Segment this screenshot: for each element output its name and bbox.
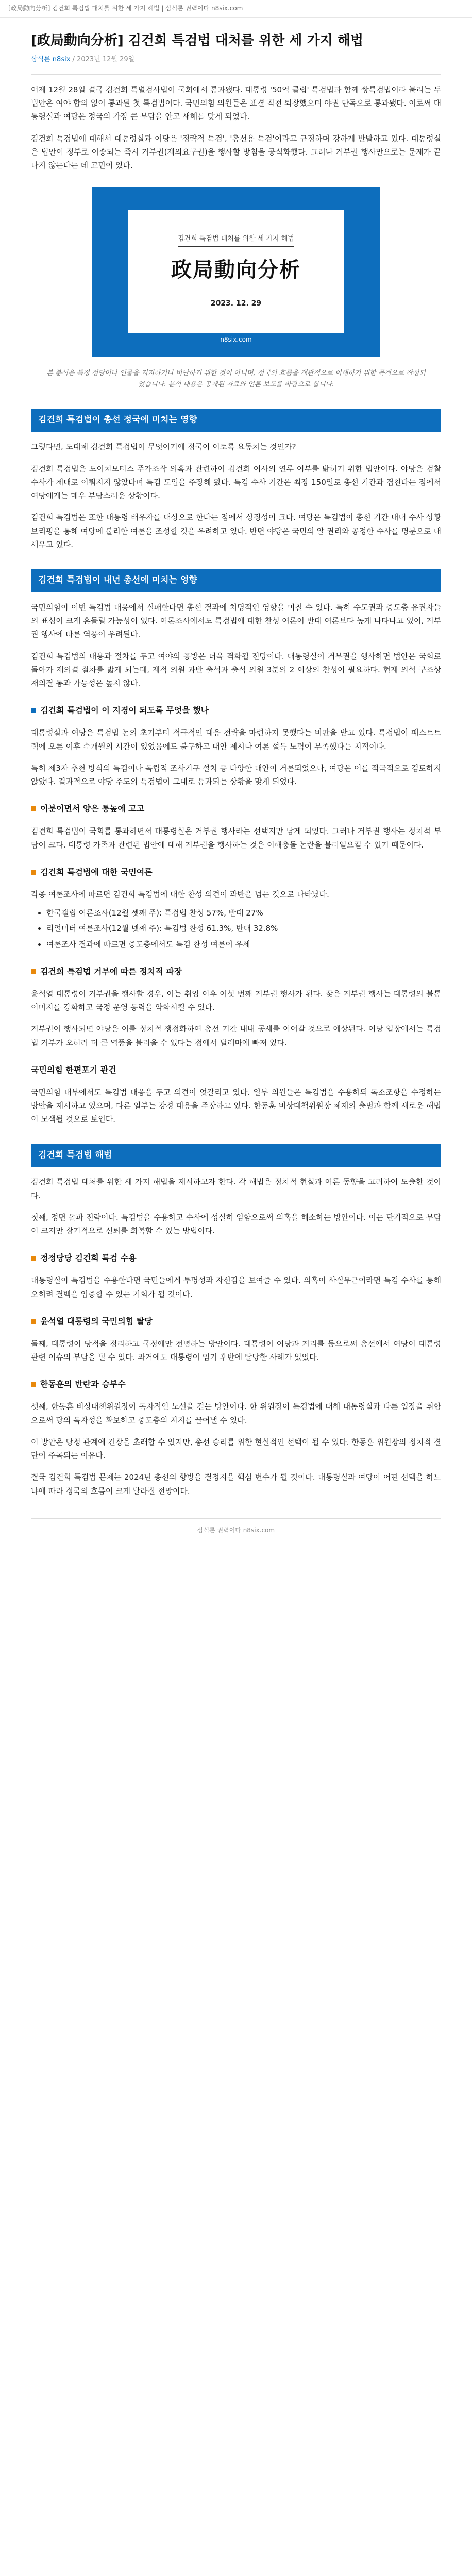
body-paragraph: 김건희 특검법 대처를 위한 세 가지 해법을 제시하고자 한다. 각 해법은 정치적 현실과 여론 동향을 고려하여 도출한 것이다.	[31, 1177, 441, 1200]
intro-paragraph: 어제 12월 28일 결국 김건희 특별검사법이 국회에서 통과됐다. 대통령 '50억 클럽' 특검법과 함께 쌍특검법이라 불리는 두 법안은 여야 합의 없이 통과된 첫 특검법이다. 국민의힘 의원들은 표결 직전 퇴장했으며 야권 단독으로 통과됐다. 이로써 대통령실과 여당은 정국의 가장 큰 부담을 안고 새해를 맞게 되었다.	[31, 84, 441, 122]
body-paragraph: 김건희 특검법은 도이치모터스 주가조작 의혹과 관련하여 김건희 여사의 연루 여부를 밝히기 위한 법안이다. 야당은 검찰 수사가 제대로 이뤄지지 않았다며 특검 도입을 주장해 왔다. 특검 수사 기간은 최장 150일로 총선 기간과 겹친다는 점에서 여당에게는 매우 부담스러운 상황이다.	[31, 464, 441, 501]
author-link[interactable]: 삼식론 n8six	[31, 56, 71, 64]
body-paragraph: 특히 제3자 추천 방식의 특검이나 독립적 조사기구 설치 등 다양한 대안이 거론되었으나, 여당은 이를 적극적으로 검토하지 않았다. 결과적으로 야당 주도의 특검법이 그대로 통과되는 상황을 맞게 되었다.	[31, 763, 441, 787]
article-meta: 삼식론 n8six / 2023년 12월 29일	[31, 54, 441, 75]
body-paragraph: 김건희 특검법이 국회를 통과하면서 대통령실은 거부권 행사라는 선택지만 남게 되었다. 그러나 거부권 행사는 정치적 부담이 크다. 대통령 가족과 관련된 법안에 대해 거부권을 행사하는 것은 이해충돌 논란을 불러일으킬 수 있기 때문이다.	[31, 826, 441, 850]
cover-publisher-name: 삼식론 권력이다	[214, 325, 258, 333]
square-bullet-icon	[31, 806, 36, 811]
subsection-heading: 이분이면서 양은 통높에 고고	[31, 802, 441, 816]
section-heading: 김건희 특검법 해법	[31, 1144, 441, 1167]
body-paragraph: 셋째, 한동훈 비상대책위원장이 독자적인 노선을 걷는 방안이다. 한 위원장이 특검법에 대해 대통령실과 다른 입장을 취함으로써 당의 독자성을 확보하고 중도층의 지지를 끌어낼 수 있다.	[31, 1402, 441, 1425]
body-paragraph: 첫째, 정면 돌파 전략이다. 특검법을 수용하고 수사에 성실히 임함으로써 의혹을 해소하는 방안이다. 이는 단기적으로 부담이 크지만 장기적으로 신뢰를 회복할 수 있는 방법이다.	[31, 1212, 441, 1236]
body-paragraph: 결국 김건희 특검법 문제는 2024년 총선의 향방을 결정지을 핵심 변수가 될 것이다. 대통령실과 여당이 어떤 선택을 하느냐에 따라 정국의 흐름이 크게 달라질 전망이다.	[31, 1472, 441, 1496]
body-paragraph: 윤석열 대통령이 거부권을 행사할 경우, 이는 취임 이후 여섯 번째 거부권 행사가 된다. 잦은 거부권 행사는 대통령의 불통 이미지를 강화하고 국정 운영 동력을 약화시킬 수 있다.	[31, 989, 441, 1012]
square-bullet-icon	[31, 969, 36, 974]
body-paragraph: 각종 여론조사에 따르면 김건희 특검법에 대한 찬성 의견이 과반을 넘는 것으로 나타났다.	[31, 889, 329, 899]
publish-date: 2023년 12월 29일	[77, 56, 135, 64]
article-content	[0, 32, 472, 1536]
cover-date: 2023. 12. 29	[210, 299, 262, 308]
square-bullet-icon	[31, 870, 36, 875]
cover-card	[128, 210, 344, 333]
square-bullet-icon	[31, 1256, 36, 1261]
poll-list	[31, 906, 441, 951]
disclaimer-note: 본 분석은 특정 정당이나 인물을 지지하거나 비난하기 위한 것이 아니며, 정국의 흐름을 객관적으로 이해하기 위한 목적으로 작성되었습니다. 분석 내용은 공개된 자료와 언론 보도를 바탕으로 합니다.	[46, 369, 426, 389]
body-paragraph: 이 방안은 당정 관계에 긴장을 초래할 수 있지만, 총선 승리를 위한 현실적인 선택이 될 수 있다. 한동훈 위원장의 정치적 결단이 주목되는 이유다.	[31, 1437, 441, 1461]
subsection-heading: 정정당당 김건희 특검 수용	[31, 1251, 441, 1265]
body-paragraph: 둘째, 대통령이 당적을 정리하고 국정에만 전념하는 방안이다. 대통령이 여당과 거리를 둠으로써 총선에서 여당이 대통령 관련 이슈의 부담을 덜 수 있다. 과거에도 대통령이 임기 후반에 탈당한 사례가 있었다.	[31, 1338, 441, 1362]
body-paragraph: 국민의힘이 이번 특검법 대응에서 실패한다면 총선 결과에 치명적인 영향을 미칠 수 있다. 특히 수도권과 중도층 유권자들의 표심이 크게 흔들릴 가능성이 있다. 여론조사에서도 특검법에 대한 찬성 여론이 반대 여론보다 높게 나타나고 있어, 거부권 행사에 따른 역풍이 우려된다.	[31, 602, 441, 639]
section-heading: 김건희 특검법이 내년 총선에 미치는 영향	[31, 569, 441, 592]
cover-image	[92, 187, 380, 357]
list-item: • 리얼미터 여론조사(12월 넷째 주): 특검법 찬성 61.3%, 반대 32.8%	[46, 922, 441, 935]
subsection-heading: 김건희 특검법이 이 지경이 되도록 무엇을 했나	[31, 703, 441, 718]
section-heading: 김건희 특검법이 총선 정국에 미치는 영향	[31, 409, 441, 432]
article-title: [政局動向分析] 김건희 특검법 대처를 위한 세 가지 해법	[31, 33, 363, 48]
subsection-heading: 윤석열 대통령의 국민의힘 탈당	[31, 1314, 441, 1329]
body-paragraph: 거부권이 행사되면 야당은 이를 정치적 쟁점화하여 총선 기간 내내 공세를 이어갈 것으로 예상된다. 여당 입장에서는 특검법 거부가 오히려 더 큰 역풍을 불러올 수 있다는 점에서 딜레마에 빠져 있다.	[31, 1024, 441, 1047]
body-paragraph: 김건희 특검법은 또한 대통령 배우자를 대상으로 한다는 점에서 상징성이 크다. 여당은 특검법이 총선 기간 내내 수사 상황 브리핑을 통해 여당에 불리한 여론을 조성할 것을 우려하고 있다. 반면 야당은 국민의 알 권리와 공정한 수사를 명분으로 내세우고 있다.	[31, 513, 441, 549]
square-bullet-icon	[31, 708, 36, 713]
browser-title-bar	[0, 0, 472, 18]
body-paragraph: 김건희 특검법의 내용과 절차를 두고 여야의 공방은 더욱 격화될 전망이다. 대통령실이 거부권을 행사하면 법안은 국회로 돌아가 재의결 절차를 밟게 되는데, 재적 의원 과반 출석과 출석 의원 3분의 2 이상의 찬성이 필요하다. 현재 의석 구조상 재의결 통과 가능성은 높지 않다.	[31, 651, 441, 688]
cover-publisher	[92, 324, 380, 345]
square-bullet-icon	[31, 1382, 36, 1387]
subsection-heading: 김건희 특검법에 대한 국민여론	[31, 865, 441, 879]
intro-paragraph: 김건희 특검법에 대해서 대통령실과 여당은 '정략적 특검', '총선용 특검'이라고 규정하며 강하게 반발하고 있다. 대통령실은 법안이 정부로 이송되는 즉시 거부권(재의요구권)을 행사할 방침을 공식화했다. 그러나 거부권 행사만으로는 문제가 끝나지 않는다는 데 고민이 있다.	[31, 133, 441, 171]
body-paragraph: 국민의힘 내부에서도 특검법 대응을 두고 의견이 엇갈리고 있다. 일부 의원들은 특검법을 수용하되 독소조항을 수정하는 방안을 제시하고 있으며, 다른 일부는 강경 대응을 주장하고 있다. 한동훈 비상대책위원장 체제의 출범과 함께 새로운 해법이 모색될 것으로 보인다.	[31, 1087, 441, 1124]
body-paragraph: 그렇다면, 도대체 김건희 특검법이 무엇이기에 정국이 이토록 요동치는 것인가?	[31, 442, 296, 452]
cover-kicker: 김건희 특검법 대처를 위한 세 가지 해법	[178, 233, 294, 247]
body-paragraph: 대통령실이 특검법을 수용한다면 국민들에게 투명성과 자신감을 보여줄 수 있다. 의혹이 사실무근이라면 특검 수사를 통해 오히려 결백을 입증할 수 있는 기회가 될 것이다.	[31, 1276, 441, 1299]
cover-title: 政局動向分析	[171, 258, 301, 282]
subsection-heading: 한동훈의 반란과 승부수	[31, 1377, 441, 1392]
square-bullet-icon	[31, 1319, 36, 1324]
tab-title: [政局動向分析] 김건희 특검법 대처를 위한 세 가지 해법 | 삼식론 권력이다 n8six.com	[8, 5, 243, 12]
subsection-heading: 김건희 특검법 거부에 따른 정치적 파장	[31, 964, 441, 979]
cover-publisher-site: n8six.com	[220, 336, 252, 344]
list-item: • 여론조사 결과에 따르면 중도층에서도 특검 찬성 여론이 우세	[46, 938, 441, 951]
subsection-heading: 국민의힘 한편포기 관건	[31, 1064, 116, 1075]
page-footer: 삼식론 권력이다 n8six.com	[31, 1518, 441, 1536]
body-paragraph: 대통령실과 여당은 특검법 논의 초기부터 적극적인 대응 전략을 마련하지 못했다는 비판을 받고 있다. 특검법이 패스트트랙에 오른 이후 수개월의 시간이 있었음에도 불구하고 대안 제시나 여론 설득 노력이 부족했다는 지적이다.	[31, 728, 441, 751]
list-item: • 한국갤럽 여론조사(12월 셋째 주): 특검법 찬성 57%, 반대 27%	[46, 906, 441, 920]
